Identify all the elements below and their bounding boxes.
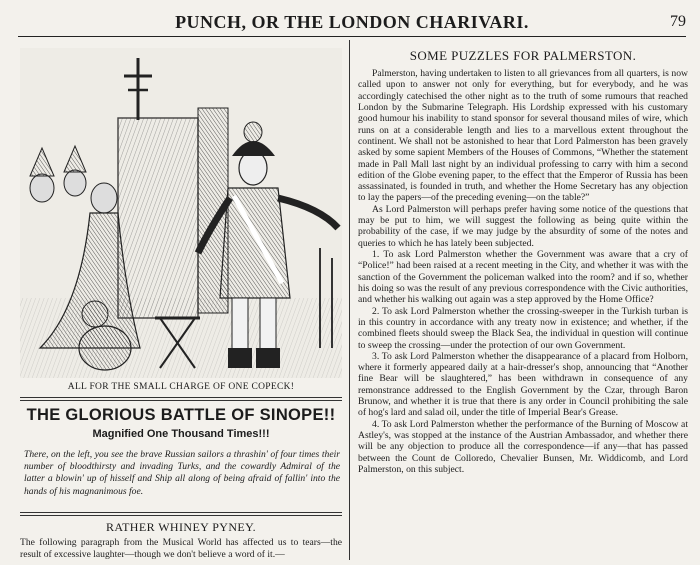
rule bbox=[20, 512, 342, 513]
second-article-body: The following paragraph from the Musical World has affected us to tears—the result of excessive laughter—though we don't believe a word of it.— bbox=[20, 537, 342, 560]
paragraph: 3. To ask Lord Palmerston whether the disappearance of a placard from Holborn, where it formerly appeared daily at a hair-dresser's shop, announcing that “Another fine Bear will be slaughtered,” has been withdrawn in consequence of any remonstrance addressed to the English Government by the Czar, through Baron Brunow, and whether it is true that there is any order in Council prohibiting the sale of hog's lard and salad oil, under the title of Imperial Bear's Grease. bbox=[358, 350, 688, 419]
paragraph: 1. To ask Lord Palmerston whether the Government was aware that a cry of “Police!” had been raised at a recent meeting in the City, and whether it was with the sanction of the Government the policeman walked into the room? and if so, whether his doing so was the result of any previous correspondence with the Civic authorities, and whether his walking out again was a step approved by the Home Office? bbox=[358, 249, 688, 306]
paragraph: 2. To ask Lord Palmerston whether the crossing-sweeper in the Turkish turban is in this country in accordance with any treaty now in existence; and whether, if the combined fleets should sweep the Black Sea, the individual in question will continue to sweep the crossing—under the protection of our own Government. bbox=[358, 305, 688, 351]
masthead bbox=[18, 10, 686, 37]
paragraph: 4. To ask Lord Palmerston whether the performance of the Burning of Moscow at Astley's, was stopped at the instance of the Austrian Ambassador, and whether there will be any objection to produce all the correspondence—if any—that has passed between the Count de Colloredo, Chevalier Bunsen, Mr. Widdicomb, and Lord Palmerston, on this subject. bbox=[358, 418, 688, 475]
rule bbox=[20, 515, 342, 516]
second-article-title: RATHER WHINEY PYNEY. bbox=[105, 520, 257, 534]
engraving-drawing bbox=[20, 48, 342, 378]
paragraph: As Lord Palmerston will perhaps prefer having some notice of the questions that may be put to him, we will suggest the following as being quite within the probability of the case, if we may judge by the absurdity of some of the notes and queries to which he has lately been subjected. bbox=[358, 203, 688, 249]
engraving-illustration bbox=[20, 48, 342, 378]
page-number: 79 bbox=[670, 13, 686, 30]
right-article-title: SOME PUZZLES FOR PALMERSTON. bbox=[409, 48, 637, 63]
left-subheadline: Magnified One Thousand Times!!! bbox=[92, 428, 270, 440]
rule bbox=[20, 400, 342, 401]
right-article-body bbox=[358, 68, 688, 563]
paragraph: Palmerston, having undertaken to listen to all grievances from all quarters, is now called upon to answer not only for everything, but for everybody, and he was accordingly catechised the other night as to the truth of some rumours that reached London by the Submarine Telegraph. His Lordship expressed with his customary good humour his inability to stand sponsor for several thousand miles of wire, which runs on at a considerable length and lies to a marvellous extent throughout the continent. We shall not be astonished to hear that Lord Palmerston has been gravely asked by some sapient Members of the Houses of Commons, “Whether the statement made in Pall Mall last night by an individual professing to carry with him a second edition of the Globe evening paper, to the effect that the Emperor of Russia has been assassinated, is founded in truth, and whether the Home Secretary has any objection to lay the papers—of the preceding evening—on the table?” bbox=[358, 68, 688, 204]
left-headline: THE GLORIOUS BATTLE OF SINOPE!! bbox=[26, 406, 336, 424]
illustration-caption: ALL FOR THE SMALL CHARGE OF ONE COPECK! bbox=[67, 382, 295, 392]
column-divider bbox=[349, 40, 350, 560]
rule bbox=[20, 397, 342, 398]
masthead-title: PUNCH, OR THE LONDON CHARIVARI. bbox=[175, 12, 529, 32]
left-blurb: There, on the left, you see the brave Russian sailors a thrashin' of four times their number of bloodthirsty and invading Turks, and the cowardly Admiral of the latter a blowin' up of hisself and Ship all along of being afraid of fallin' into the hands of his magnanimous foe. bbox=[24, 449, 340, 497]
